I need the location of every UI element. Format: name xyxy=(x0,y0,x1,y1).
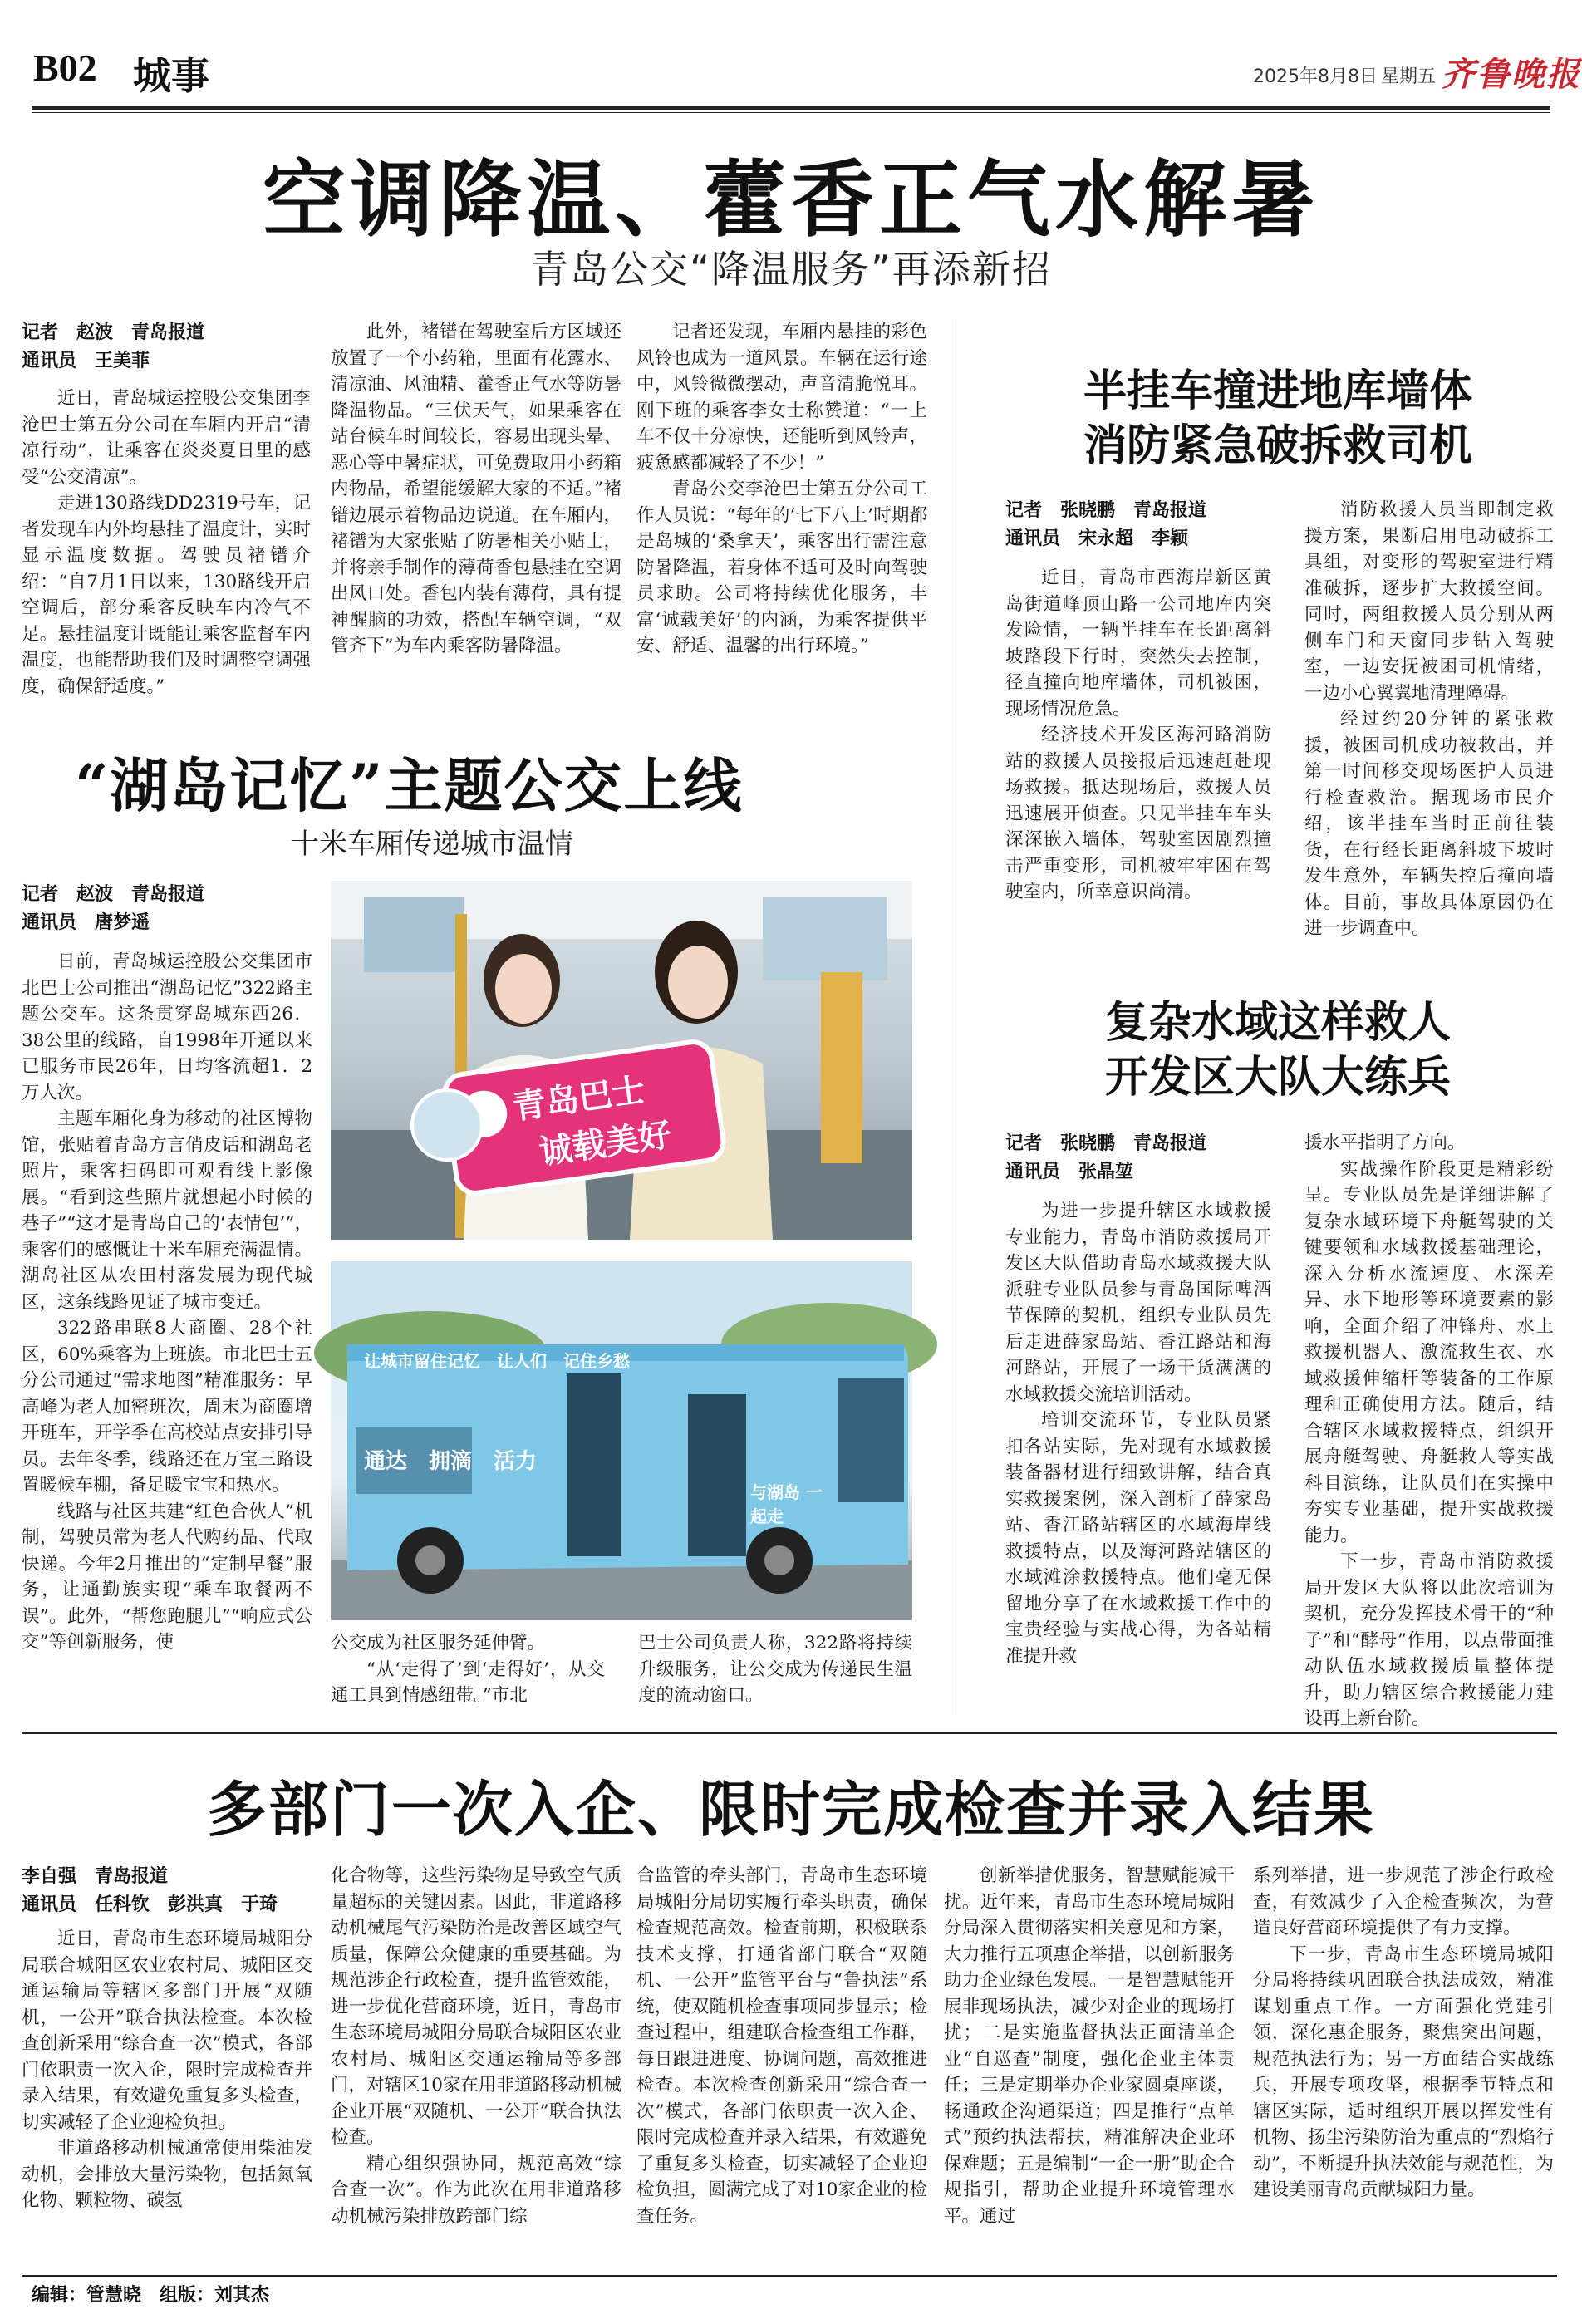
article1-headline: 空调降温、藿香正气水解暑 xyxy=(263,150,1319,248)
bus-door-text: 与湖岛 一起走 xyxy=(750,1482,823,1526)
article2-byline xyxy=(22,881,321,937)
issue-date: 2025年8月8日 xyxy=(1253,66,1378,87)
article4-paragraph: 实战操作阶段更是精彩纷呈。专业队员先是详细讲解了复杂水域环境下舟艇驾驶的关键要领和水域救援基础理论，深入分析水流速度、水深差异、水下地形等环境要素的影响，全面介绍了冲锋舟、水上救援机器人、激流救生衣、水域救援伸缩杆等装备的工作原理和正确使用方法。随后，结合辖区水域救援特点，组织开展舟艇驾驶、舟艇救人等实战科目演练，让队员们在实操中夯实专业基础，提升实战救援能力。 xyxy=(1304,1158,1554,1546)
article4-column-1 xyxy=(1005,1198,1271,1713)
article5-paragraph: 化合物等，这些污染物是导致空气质量超标的关键因素。因此，非道路移动机械尾气污染防治是改善区域空气质量，保障公众健康的重要基础。为规范涉企行政检查，提升监管效能，进一步优化营商环境，近日，青岛市生态环境局城阳分局联合城阳区农业农村局、城阳区交通运输局等多部门，对辖区10家在用非道路移动机械企业开展“双随机、一公开”联合执法检查。 xyxy=(331,1865,622,2148)
article2-paragraph: 公交成为社区服务延伸臂。 xyxy=(331,1633,546,1653)
article3-headline-line1: 半挂车撞进地库墙体 xyxy=(1083,366,1472,416)
article4-headline-line1: 复杂水域这样救人 xyxy=(1104,997,1451,1048)
article1-column-2 xyxy=(331,319,622,697)
article2-byline-correspondent: 通讯员 唐梦遥 xyxy=(22,912,150,933)
article4-headline-line2: 开发区大队大练兵 xyxy=(1104,1052,1451,1103)
article3-paragraph: 近日，青岛市西海岸新区黄岛街道峰顶山路一公司地库内突发险情，一辆半挂车在长距离斜坡路段下行时，突然失去控制，径直撞向地库墙体，司机被困，现场情况危急。 xyxy=(1005,567,1271,720)
article5-paragraph: 系列举措，进一步规范了涉企行政检查，有效减少了入企检查频次，为营造良好营商环境提供了有力支撑。 xyxy=(1253,1865,1554,1938)
themed-bus-photo xyxy=(331,1261,912,1620)
bus-band-text: 通达 拥滴 活力 xyxy=(364,1449,538,1474)
article5-byline-reporter: 李自强 青岛报道 xyxy=(22,1866,169,1887)
newspaper-logo: 齐鲁晚报 xyxy=(1442,55,1581,94)
article1-byline xyxy=(22,319,321,376)
article3-byline-correspondent: 通讯员 宋永超 李颖 xyxy=(1005,528,1189,549)
article5-paragraph: 近日，青岛市生态环境局城阳分局联合城阳区农业农村局、城阳区交通运输局等辖区多部门开展“双随机，一公开”联合执法检查。本次检查创新采用“综合查一次”模式，各部门依职责一次入企，限时完成检查并录入结果，有效避免重复多头检查，切实减轻了企业迎检负担。 xyxy=(22,1928,312,2133)
article3-byline-reporter: 记者 张晓鹏 青岛报道 xyxy=(1005,500,1207,521)
article4-paragraph: 为进一步提升辖区水域救援专业能力，青岛市消防救援局开发区大队借助青岛水域救援大队派驻专业队员参与青岛国际啤酒节保障的契机，组织专业队员先后走进薛家岛站、香江路站和海河路站，开展了一场干货满满的水域救援交流培训活动。 xyxy=(1005,1201,1271,1405)
article5-column-5 xyxy=(1253,1863,1554,2273)
issue-weekday: 星期五 xyxy=(1381,66,1437,87)
article2-paragraph: 线路与社区共建“红色合伙人”机制，驾驶员常为老人代购药品、代取快递。今年2月推出的“定制早餐”服务，让通勤族实现“乘车取餐两不误”。此外，“帮您跑腿儿”“响应式公交”等创新服务，使 xyxy=(22,1501,312,1653)
article5-headline: 多部门一次入企、限时完成检查并录入结果 xyxy=(206,1774,1375,1845)
fan-icon xyxy=(410,1088,484,1162)
article2-paragraph: 322路串联8大商圈、28个社区，60%乘客为上班族。市北巴士五分公司通过“需求地图”精准服务：早高峰为老人加密班次，周末为商圈增开班车，开学季在高校站点安排引导员。去年冬季，线路还在万宝三路设置暖候车棚，备足暖宝宝和热水。 xyxy=(22,1318,312,1496)
article5-paragraph: 非道路移动机械通常使用柴油发动机，会排放大量污染物，包括氮氧化物、颗粒物、碳氢 xyxy=(22,2138,312,2211)
article2-paragraph: 巴士公司负责人称，322路将持续升级服务，让公交成为传递民生温度的流动窗口。 xyxy=(638,1633,912,1706)
article3-paragraph: 消防救援人员当即制定救援方案，果断启用电动破拆工具组，对变形的驾驶室进行精准破拆，逐步扩大救援空间。同时，两组救援人员分别从两侧车门和天窗同步钻入驾驶室，一边安抚被困司机情绪，一边小心翼翼地清理障碍。 xyxy=(1304,499,1554,704)
article1-byline-correspondent: 通讯员 王美菲 xyxy=(22,351,150,371)
article1-paragraph: 青岛公交李沧巴士第五分公司工作人员说：“每年的‘七下八上’时期都是岛城的‘桑拿天’，乘客出行需注意防暑降温，若身体不适可及时向驾驶员求助。公司将持续优化服务，丰富‘诚载美好’的内涵，为乘客提供平安、舒适、温馨的出行环境。” xyxy=(636,479,927,656)
article1-paragraph: 走进130路线DD2319号车，记者发现车内外均悬挂了温度计，实时显示温度数据。驾驶员褚镨介绍：“自7月1日以来，130路线开启空调后，部分乘客反映车内冷气不足。悬挂温度计既能让乘客监督车内温度，也能帮助我们及时调整空调强度，确保舒适度。” xyxy=(22,493,311,697)
article5-column-3 xyxy=(636,1863,927,2273)
article1-paragraph: 记者还发现，车厢内悬挂的彩色风铃也成为一道风景。车辆在运行途中，风铃微微摆动，声音清脆悦耳。刚下班的乘客李女士称赞道：“一上车不仅十分凉快，还能听到风铃声，疲惫感都减轻了不少！” xyxy=(636,322,927,474)
header-rule xyxy=(32,106,1550,110)
article2-subheadline: 十米车厢传递城市温情 xyxy=(291,828,573,861)
article4-paragraph: 援水平指明了方向。 xyxy=(1304,1133,1466,1153)
article5-paragraph: 创新举措优服务，智慧赋能减干扰。近年来，青岛市生态环境局城阳分局深入贯彻落实相关意见和方案，大力推行五项惠企举措，以创新服务助力企业绿色发展。一是智慧赋能开展非现场执法，减少对企业的现场打扰；二是实施监督执法正面清单企业“自巡查”制度，强化企业主体责任；三是定期举办企业家圆桌座谈，畅通政企沟通渠道；四是推行“点单式”预约执法帮扶，精准解决企业环保难题；五是编制“一企一册”助企合规指引，帮助企业提升环境管理水平。通过 xyxy=(944,1865,1235,2227)
article5-paragraph: 合监管的牵头部门，青岛市生态环境局城阳分局切实履行牵头职责，确保检查规范高效。检查前期，积极联系技术支撑，打通省部门联合“双随机、一公开”监管平台与“鲁执法”系统，使双随机检查事项同步显示；检查过程中，组建联合检查组工作群，每日跟进进度、协调问题，高效推进检查。本次检查创新采用“综合查一次”模式，各部门依职责一次入企、限时完成检查并录入结果，有效避免了重复多头检查，切实减轻了企业迎检负担，圆满完成了对10家企业的检查任务。 xyxy=(636,1865,927,2227)
article5-paragraph: 精心组织强协同，规范高效“综合查一次”。作为此次在用非道路移动机械污染排放跨部门综 xyxy=(331,2153,622,2227)
article1-subheadline: 青岛公交“降温服务”再添新招 xyxy=(530,247,1052,292)
article5-column-2 xyxy=(331,1863,622,2273)
article3-headline-line2: 消防紧急破拆救司机 xyxy=(1083,420,1472,471)
bus-interior-photo xyxy=(331,881,912,1240)
article4-paragraph: 下一步，青岛市消防救援局开发区大队将以此次培训为契机，充分发挥技术骨干的“种子”和“酵母”作用，以点带面推动队伍水域救援质量整体提升，助力辖区综合救援能力建设再上新台阶。 xyxy=(1304,1551,1554,1729)
promo-sign-line1: 青岛巴士 xyxy=(510,1070,648,1128)
article4-byline-reporter: 记者 张晓鹏 青岛报道 xyxy=(1005,1133,1207,1154)
footer-rule xyxy=(22,2275,1557,2277)
page-number: B02 xyxy=(33,47,97,89)
article5-column-4 xyxy=(944,1863,1235,2273)
article4-paragraph: 培训交流环节，专业队员紧扣各站实际，先对现有水域救援装备器材进行细致讲解，结合真实救援案例，深入剖析了薛家岛站、香江路站辖区的水域海岸线救援特点，以及海河路站辖区的水域滩涂救援特点。他们毫无保留地分享了在水域救援工作中的宝贵经验与实战心得，为各站精准提升救 xyxy=(1005,1410,1271,1667)
article3-paragraph: 经过约20分钟的紧张救援，被困司机成功被救出，并第一时间移交现场医护人员进行检查救治。据现场市民介绍，该半挂车当时正前往装货，在行经长距离斜坡下坡时发生意外，车辆失控后撞向墙体。目前，事故具体原因仍在进一步调查中。 xyxy=(1304,709,1554,939)
article2-headline: “湖岛记忆”主题公交上线 xyxy=(75,751,744,820)
article1-column-1 xyxy=(22,386,311,697)
bus-banner-text: 让城市留住记忆 让人们 记住乡愁 xyxy=(364,1351,630,1371)
article2-paragraph: 主题车厢化身为移动的社区博物馆，张贴着青岛方言俏皮话和湖岛老照片，乘客扫码即可观看线上影像展。“看到这些照片就想起小时候的巷子”“这才是青岛自己的‘表情包’”，乘客们的感慨让十米车厢充满温情。湖岛社区从农田村落发展为现代城区，这条线路见证了城市变迁。 xyxy=(22,1108,312,1313)
article2-column-2 xyxy=(331,1630,605,1713)
article4-headline xyxy=(1012,995,1544,1105)
article2-byline-reporter: 记者 赵波 青岛报道 xyxy=(22,884,205,905)
article4-byline-correspondent: 通讯员 张晶堃 xyxy=(1005,1162,1134,1182)
article4-column-2 xyxy=(1304,1130,1554,1729)
footer-editor-credit: 编辑：管慧晓 组版：刘其杰 xyxy=(32,2285,270,2306)
section-name: 城事 xyxy=(133,53,209,98)
themed-bus-graphic xyxy=(331,1261,912,1620)
article2-column-1 xyxy=(22,949,312,1713)
article2-paragraph: “从‘走得了’到‘走得好’，从交通工具到情感纽带。”市北 xyxy=(331,1658,605,1706)
article3-column-1 xyxy=(1005,565,1271,931)
article3-headline xyxy=(1012,364,1544,474)
article2-paragraph: 日前，青岛城运控股公交集团市北巴士公司推出“湖岛记忆”322路主题公交车。这条贯穿岛城东西26．38公里的线路，自1998年开通以来已服务市民26年，日均客流超1．2万人次。 xyxy=(22,951,312,1103)
article1-paragraph: 此外，褚镨在驾驶室后方区域还放置了一个小药箱，里面有花露水、清凉油、风油精、藿香正气水等防暑降温物品。“三伏天气，如果乘客在站台候车时间较长，容易出现头晕、恶心等中暑症状，可免费取用小药箱内物品，希望能缓解大家的不适。”褚镨边展示着物品边说道。在车厢内，褚镨为大家张贴了防暑相关小贴士，并将亲手制作的薄荷香包悬挂在空调出风口处。香包内装有薄荷，具有提神醒脑的功效，搭配车辆空调，“双管齐下”为车内乘客防暑降温。 xyxy=(331,322,622,656)
article5-byline xyxy=(22,1863,321,1919)
article1-byline-reporter: 记者 赵波 青岛报道 xyxy=(22,322,205,343)
article3-column-2 xyxy=(1304,497,1554,939)
article1-column-3 xyxy=(636,319,927,697)
article4-byline xyxy=(1005,1130,1288,1187)
header-rule-thin xyxy=(32,112,1550,113)
article3-byline xyxy=(1005,497,1288,553)
article3-paragraph: 经济技术开发区海河路消防站的救援人员接报后迅速赶赴现场救援。抵达现场后，救援人员迅速展开侦查。只见半挂车车头深深嵌入墙体，驾驶室因剧烈撞击严重变形，司机被牢牢困在驾驶室内，所幸意识尚清。 xyxy=(1005,725,1271,902)
article1-paragraph: 近日，青岛城运控股公交集团李沧巴士第五分公司在车厢内开启“清凉行动”，让乘客在炎炎夏日里的感受“公交清凉”。 xyxy=(22,388,311,488)
article5-column-1 xyxy=(22,1926,312,2273)
article5-byline-correspondent: 通讯员 任科钦 彭洪真 于琦 xyxy=(22,1894,278,1915)
section-divider xyxy=(22,1732,1557,1734)
article5-paragraph: 下一步，青岛市生态环境局城阳分局将持续巩固联合执法成效，精准谋划重点工作。一方面强化党建引领，深化惠企服务，聚焦突出问题，规范执法行为；另一方面结合实战练兵，开展专项攻坚，根据季节特点和辖区实际，适时组织开展以挥发性有机物、扬尘污染防治为重点的“烈焰行动”，不断提升执法效能与规范性，为建设美丽青岛贡献城阳力量。 xyxy=(1253,1943,1554,2200)
promo-sign-line2: 诚载美好 xyxy=(537,1115,675,1172)
article2-column-3 xyxy=(638,1630,912,1713)
